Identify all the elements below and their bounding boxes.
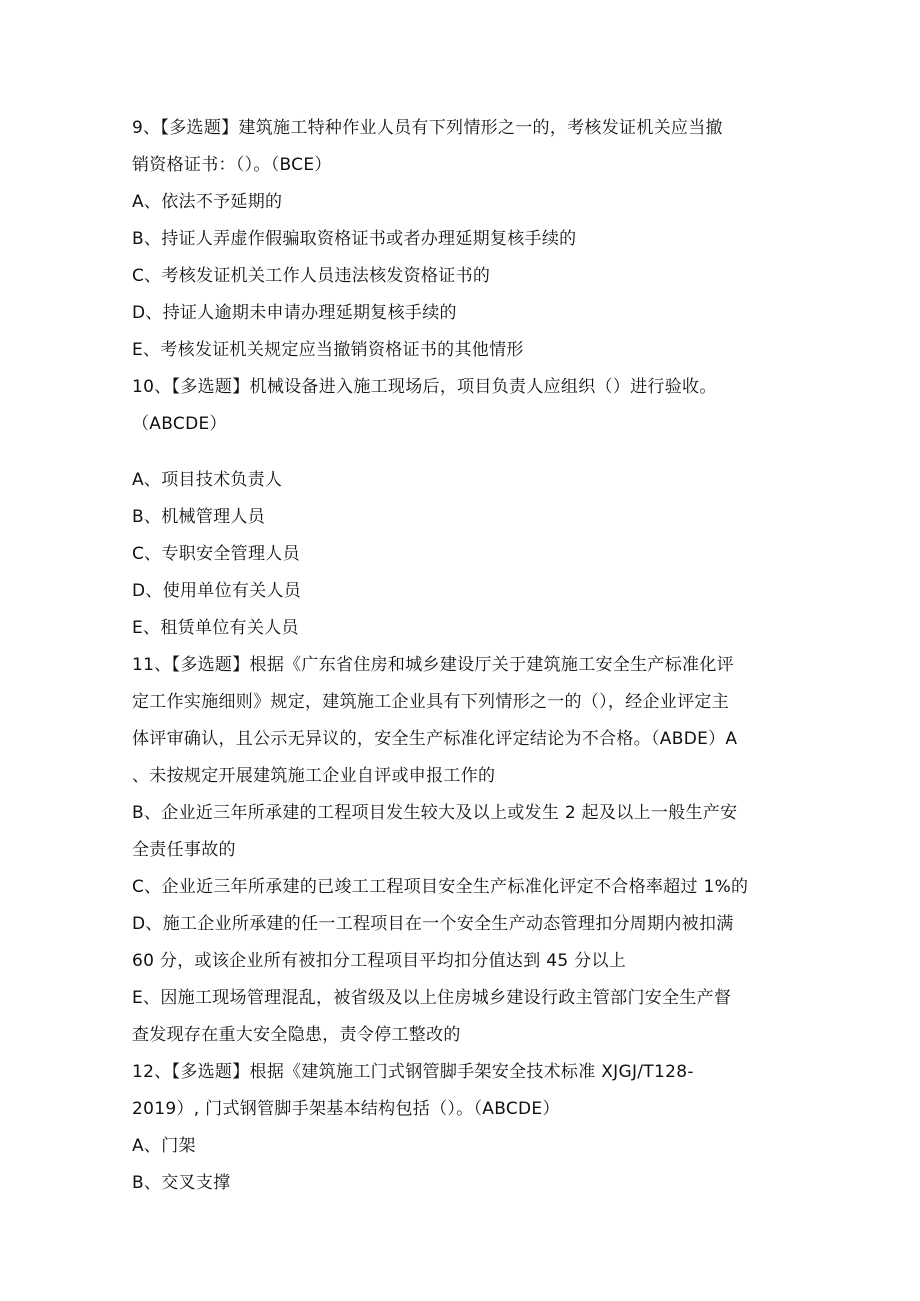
q11-stem-line-2: 定工作实施细则》规定，建筑施工企业具有下列情形之一的（），经企业评定主 xyxy=(132,692,729,712)
q9-option-d: D、持证人逾期未申请办理延期复核手续的 xyxy=(132,303,457,323)
q11-option-e-line-2: 查发现存在重大安全隐患，责令停工整改的 xyxy=(132,1025,461,1045)
q9-option-a: A、依法不予延期的 xyxy=(132,192,283,212)
q11-option-d-line-2: 60 分，或该企业所有被扣分工程项目平均扣分值达到 45 分以上 xyxy=(132,951,627,971)
q11-stem-line-1: 11、【多选题】根据《广东省住房和城乡建设厅关于建筑施工安全生产标准化评 xyxy=(132,655,734,675)
q9-option-c: C、考核发证机关工作人员违法核发资格证书的 xyxy=(132,266,491,286)
q9-stem-line-1: 9、【多选题】建筑施工特种作业人员有下列情形之一的，考核发证机关应当撤 xyxy=(132,118,723,138)
q12-stem-line-1: 12、【多选题】根据《建筑施工门式钢管脚手架安全技术标准 XJGJ/T128- xyxy=(132,1062,694,1082)
q9-stem-line-2: 销资格证书：（）。（BCE） xyxy=(132,155,332,175)
q12-option-b: B、交叉支撑 xyxy=(132,1173,231,1193)
q12-option-a: A、门架 xyxy=(132,1136,196,1156)
q10-option-d: D、使用单位有关人员 xyxy=(132,581,302,601)
q10-stem-line-2: （ABCDE） xyxy=(132,414,227,434)
q11-option-b-line-1: B、企业近三年所承建的工程项目发生较大及以上或发生 2 起及以上一般生产安 xyxy=(132,803,738,823)
q11-option-e-line-1: E、因施工现场管理混乱，被省级及以上住房城乡建设行政主管部门安全生产督 xyxy=(132,988,732,1008)
q9-option-b: B、持证人弄虚作假骗取资格证书或者办理延期复核手续的 xyxy=(132,229,577,249)
q12-stem-line-2: 2019）, 门式钢管脚手架基本结构包括（）。（ABCDE） xyxy=(132,1099,560,1119)
q10-option-e: E、租赁单位有关人员 xyxy=(132,618,299,638)
q11-stem-line-3: 体评审确认，且公示无异议的，安全生产标准化评定结论为不合格。（ABDE）A xyxy=(132,729,738,749)
q9-option-e: E、考核发证机关规定应当撤销资格证书的其他情形 xyxy=(132,340,524,360)
q10-option-a: A、项目技术负责人 xyxy=(132,470,283,490)
q11-option-a: 、未按规定开展建筑施工企业自评或申报工作的 xyxy=(132,766,496,786)
q10-option-c: C、专职安全管理人员 xyxy=(132,544,300,564)
q11-option-d-line-1: D、施工企业所承建的任一工程项目在一个安全生产动态管理扣分周期内被扣满 xyxy=(132,914,734,934)
q11-option-c: C、企业近三年所承建的已竣工工程项目安全生产标准化评定不合格率超过 1%的 xyxy=(132,877,749,897)
q10-option-b: B、机械管理人员 xyxy=(132,507,266,527)
q11-option-b-line-2: 全责任事故的 xyxy=(132,840,236,860)
q10-stem-line-1: 10、【多选题】机械设备进入施工现场后，项目负责人应组织（）进行验收。 xyxy=(132,377,717,397)
